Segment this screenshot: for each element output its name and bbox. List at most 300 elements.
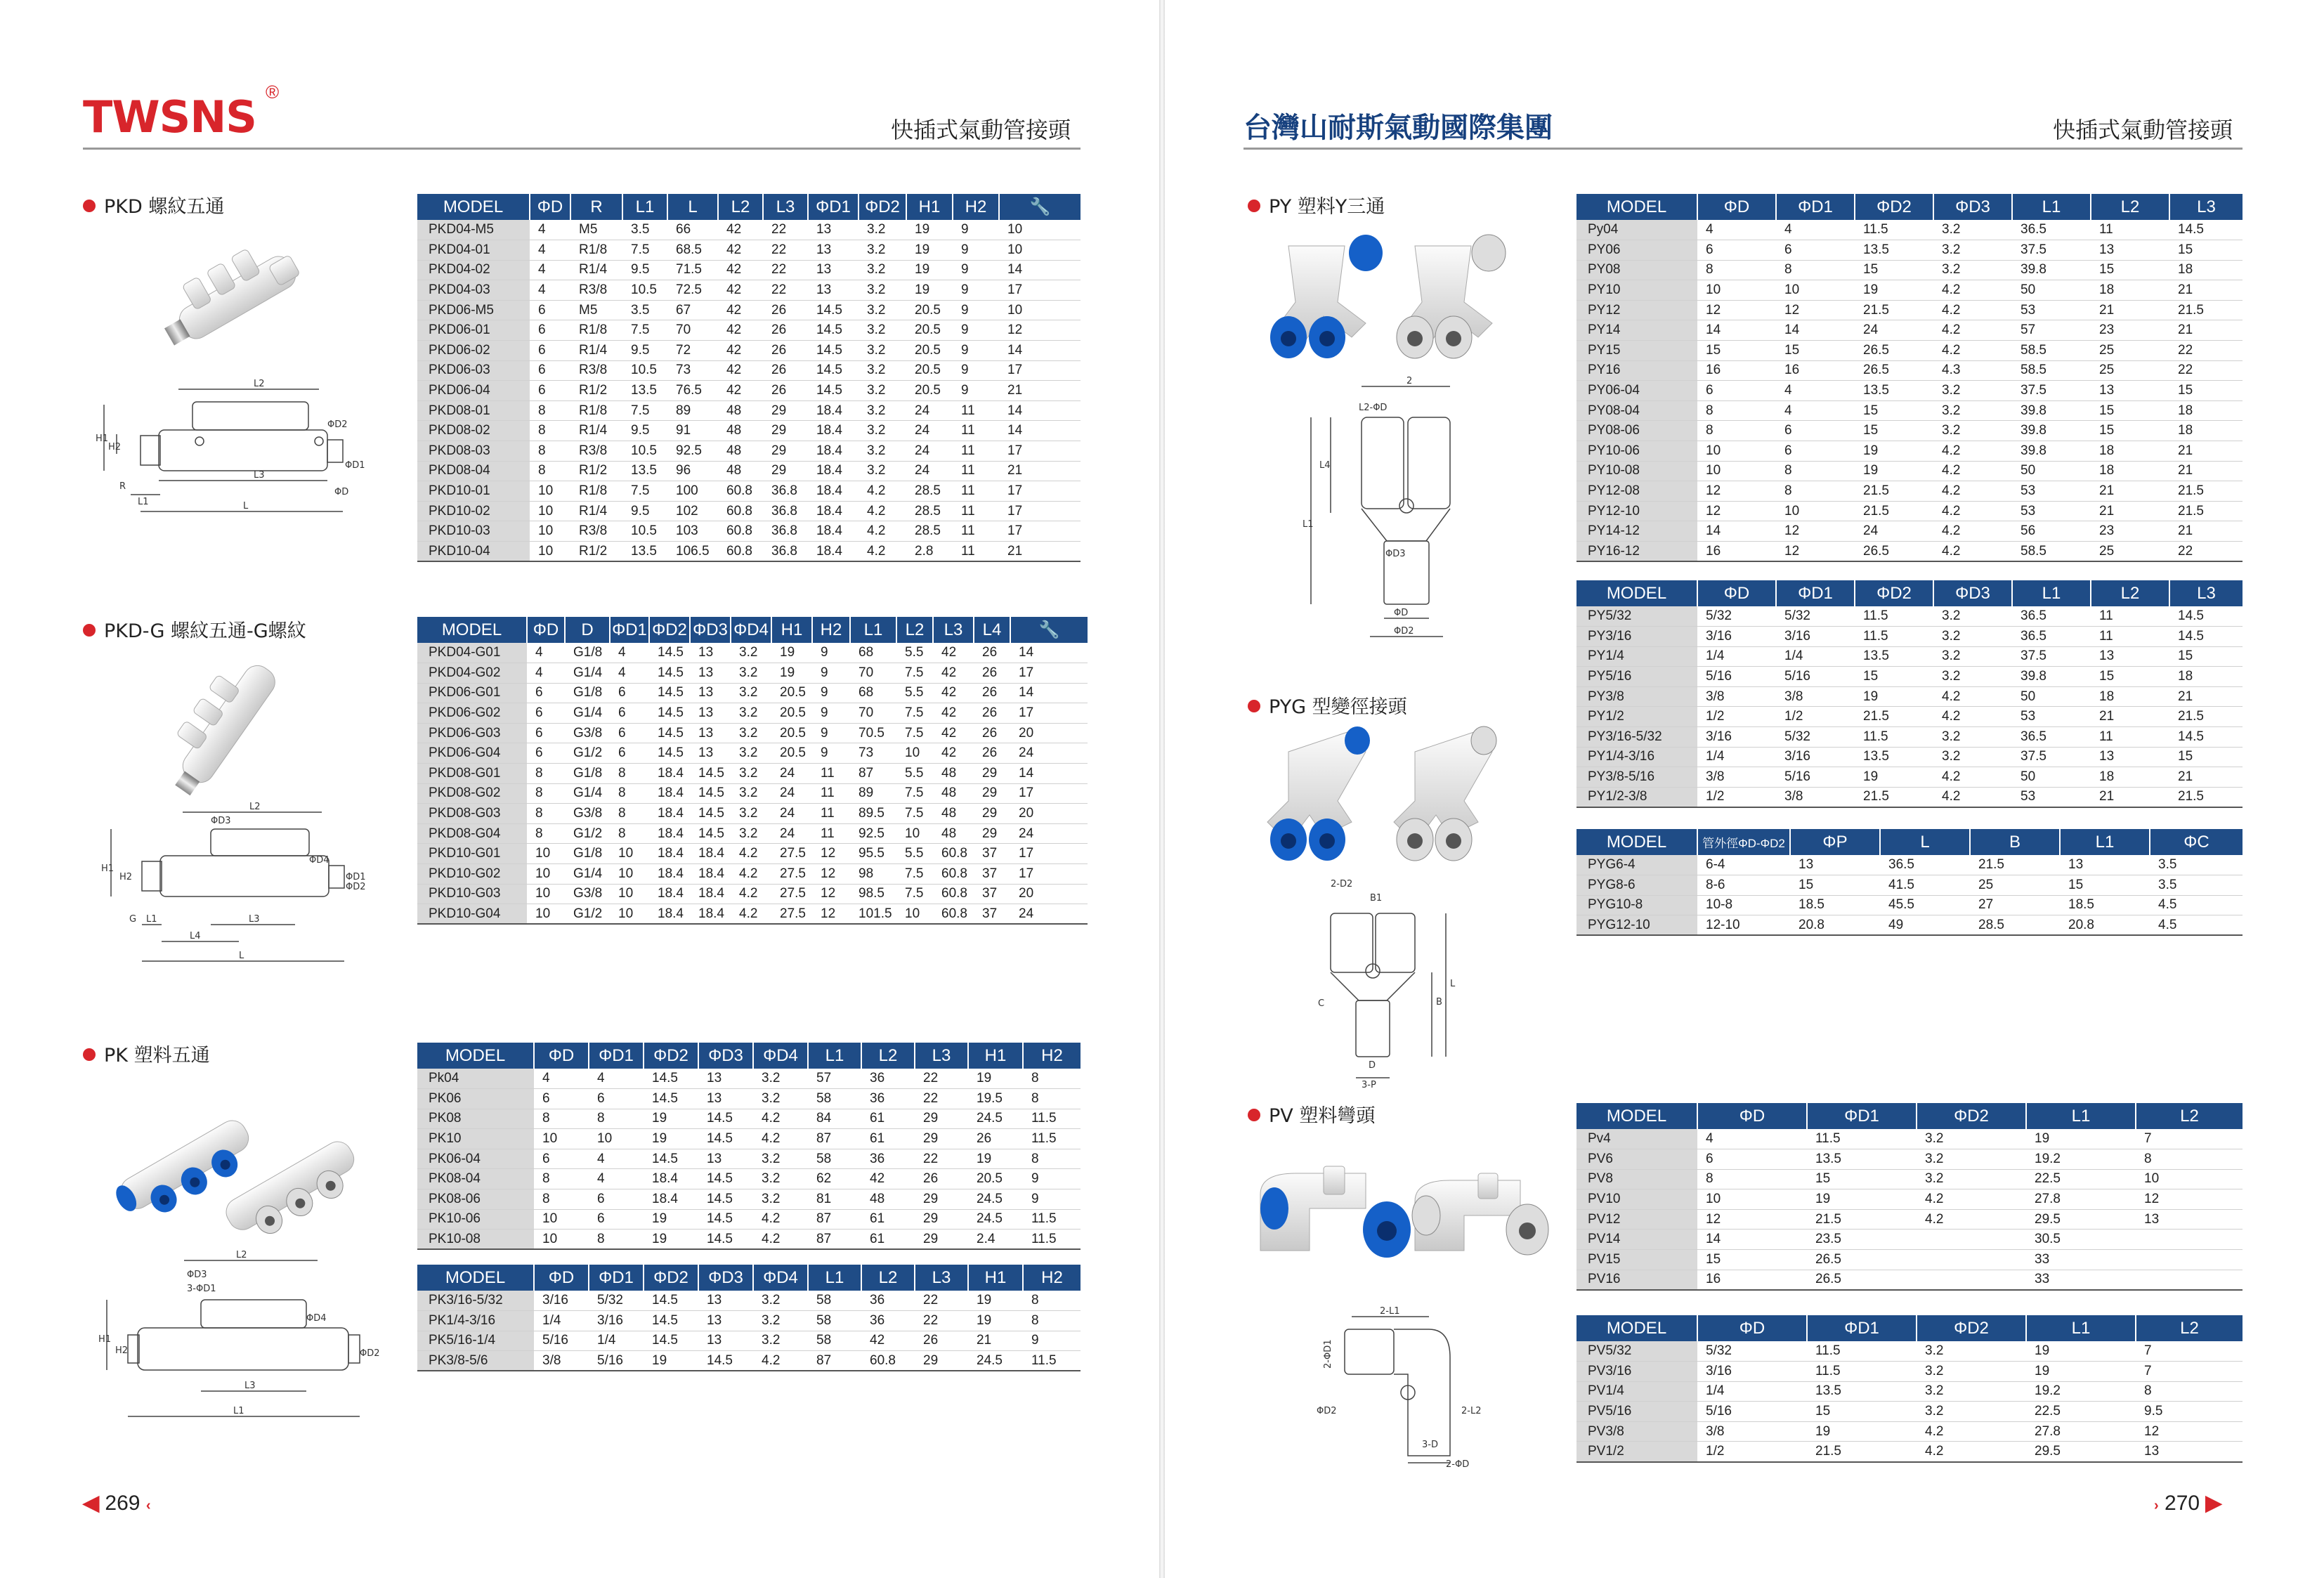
pkd-fitting-photo — [152, 225, 320, 365]
spec-table-py — [1576, 194, 2243, 562]
table-cell: 13 — [808, 220, 859, 240]
table-cell: 14 — [999, 260, 1081, 280]
table-row — [1576, 542, 2243, 562]
table-cell: 22 — [2169, 360, 2243, 381]
py-dimension-drawing — [1303, 372, 1471, 646]
table-cell: 9 — [1023, 1169, 1081, 1189]
table-row — [1576, 787, 2243, 807]
table-cell: 28.5 — [906, 521, 953, 542]
table-cell: 15 — [1776, 341, 1855, 361]
model-cell: PKD10-04 — [417, 542, 530, 562]
table-cell: 9 — [812, 723, 850, 743]
model-cell: PK08 — [417, 1109, 534, 1129]
table-cell: 5/16 — [1776, 667, 1855, 687]
table-cell: 3.2 — [731, 663, 771, 684]
table-cell: 42 — [933, 683, 974, 703]
table-cell: 19 — [1855, 767, 1933, 788]
table-cell: 5/16 — [534, 1331, 589, 1351]
model-cell: PV6 — [1576, 1149, 1697, 1170]
table-cell: 42 — [718, 320, 763, 341]
table-cell: 19 — [771, 663, 812, 684]
table-cell: R1/8 — [570, 400, 622, 421]
column-header: ΦP — [1790, 829, 1880, 855]
table-cell: 9 — [812, 743, 850, 764]
table-cell: R3/8 — [570, 360, 622, 381]
column-header: L3 — [915, 1265, 968, 1291]
table-cell: 26 — [974, 723, 1010, 743]
table-cell: 10 — [530, 521, 570, 542]
table-cell: 4.2 — [1933, 787, 2012, 807]
table-cell: 5/32 — [1697, 1341, 1807, 1362]
table-cell: 36 — [861, 1089, 915, 1109]
table-cell: 58 — [808, 1331, 861, 1351]
table-cell: 19 — [906, 240, 953, 261]
table-cell: 15 — [2169, 381, 2243, 401]
table-cell: 18.4 — [690, 844, 731, 864]
table-cell: 8 — [1023, 1291, 1081, 1311]
table-row — [417, 1230, 1081, 1250]
table-cell: 8-6 — [1697, 875, 1790, 896]
table-cell: 6 — [610, 703, 649, 724]
table-cell: 7.5 — [622, 481, 667, 502]
table-cell: 4.5 — [2150, 895, 2243, 915]
model-cell: PV14 — [1576, 1230, 1697, 1250]
table-cell: 19 — [771, 643, 812, 663]
table-cell: 11 — [812, 823, 850, 844]
table-cell: 10 — [896, 823, 933, 844]
table-cell: 17 — [999, 521, 1081, 542]
model-cell: PYG12-10 — [1576, 915, 1697, 936]
table-row — [417, 1109, 1081, 1129]
table-cell: 14.5 — [808, 320, 859, 341]
table-cell: 12 — [812, 844, 850, 864]
table-row — [417, 360, 1081, 381]
table-cell: 4.2 — [731, 844, 771, 864]
table-row — [417, 1129, 1081, 1149]
table-cell: 17 — [1010, 864, 1088, 885]
table-cell: 14 — [1697, 320, 1776, 341]
table-cell: 13.5 — [1855, 381, 1933, 401]
table-row — [417, 461, 1081, 481]
table-cell: 19 — [644, 1230, 698, 1250]
model-cell: PKD08-G01 — [417, 764, 527, 784]
table-cell: 28.5 — [1970, 915, 2060, 936]
table-cell: R3/8 — [570, 280, 622, 301]
table-cell: 4.2 — [859, 481, 906, 502]
header-rule-left — [83, 148, 1081, 150]
table-cell: 3.2 — [753, 1189, 808, 1210]
table-cell: 4 — [589, 1169, 644, 1189]
table-cell: 20 — [1010, 804, 1088, 824]
column-header: MODEL — [1576, 194, 1697, 220]
model-cell: PY1/4 — [1576, 646, 1697, 667]
model-cell: PY14-12 — [1576, 521, 1697, 542]
svg-text:3-ΦD1: 3-ΦD1 — [187, 1284, 216, 1294]
table-cell: 6 — [610, 683, 649, 703]
table-cell: 29 — [974, 764, 1010, 784]
table-cell: 8 — [530, 400, 570, 421]
table-cell: R1/4 — [570, 260, 622, 280]
table-cell: 24 — [906, 461, 953, 481]
table-row — [417, 823, 1088, 844]
table-cell: 14 — [1697, 1230, 1807, 1250]
spec-table-py-inch — [1576, 580, 2243, 808]
model-cell: PKD10-G04 — [417, 904, 527, 925]
table-cell: 6 — [1697, 240, 1776, 261]
table-cell: 1/2 — [1697, 787, 1776, 807]
table-cell: 18.4 — [690, 884, 731, 904]
model-cell: PY1/2-3/8 — [1576, 787, 1697, 807]
table-cell: 17 — [999, 501, 1081, 521]
table-row — [1576, 686, 2243, 707]
table-cell: 21 — [2091, 300, 2169, 320]
table-row — [417, 1291, 1081, 1311]
table-cell: 18.4 — [649, 783, 690, 804]
table-row — [417, 864, 1088, 885]
table-cell: 26.5 — [1855, 360, 1933, 381]
table-cell: G1/4 — [565, 864, 610, 885]
table-cell: 15 — [2169, 240, 2243, 261]
model-cell: PKD08-04 — [417, 461, 530, 481]
table-cell: 18.4 — [644, 1169, 698, 1189]
table-cell: 18.4 — [808, 542, 859, 562]
table-cell: 14.5 — [2169, 627, 2243, 647]
table-cell: 22 — [915, 1291, 968, 1311]
column-header: ΦD — [1697, 194, 1776, 220]
table-cell: 19 — [968, 1069, 1023, 1089]
column-header: ΦD — [534, 1265, 589, 1291]
table-cell: 4 — [534, 1069, 589, 1089]
table-cell: 8 — [610, 783, 649, 804]
table-cell: 3/8 — [534, 1351, 589, 1371]
table-cell: 21 — [999, 461, 1081, 481]
column-header: MODEL — [417, 194, 530, 220]
column-header: ΦD2 — [644, 1265, 698, 1291]
table-cell: 58 — [808, 1311, 861, 1331]
model-cell: PKD06-G03 — [417, 723, 527, 743]
table-cell: 9 — [953, 280, 999, 301]
table-cell: 14 — [1697, 521, 1776, 542]
table-cell: 2.4 — [968, 1230, 1023, 1250]
table-cell: G1/2 — [565, 904, 610, 925]
table-cell: R1/2 — [570, 461, 622, 481]
table-cell: 18.4 — [649, 864, 690, 885]
group-title: 台灣山耐斯氣動國際集團 — [1243, 112, 1553, 144]
table-cell: 18 — [2169, 421, 2243, 441]
table-cell: 3.2 — [1917, 1129, 2026, 1149]
table-cell: 1/4 — [589, 1331, 644, 1351]
table-cell: 3.2 — [1933, 646, 2012, 667]
table-cell: 68 — [850, 683, 896, 703]
table-cell: 19 — [644, 1351, 698, 1371]
table-cell: 6 — [589, 1089, 644, 1109]
table-cell: 18.4 — [808, 421, 859, 441]
table-cell: 29 — [763, 441, 808, 462]
svg-text:B: B — [1436, 997, 1442, 1008]
spec-table-pkd — [417, 194, 1081, 562]
table-cell: 2.8 — [906, 542, 953, 562]
table-cell: 4 — [530, 240, 570, 261]
table-cell: 10 — [527, 904, 565, 925]
table-cell: 3.2 — [859, 400, 906, 421]
table-cell: 48 — [933, 804, 974, 824]
table-cell: 3.2 — [731, 823, 771, 844]
column-header: ΦD1 — [610, 617, 649, 643]
table-cell: 27.5 — [771, 904, 812, 925]
page-arrow-small-icon: › — [2154, 1498, 2159, 1513]
table-cell: 3.2 — [859, 300, 906, 320]
section-title-py: PY 塑料Y三通 — [1248, 191, 1385, 219]
model-cell: PKD04-03 — [417, 280, 530, 301]
table-cell: 21 — [2169, 280, 2243, 301]
table-cell: 4.2 — [1933, 501, 2012, 521]
column-header: ΦD2 — [1855, 194, 1933, 220]
table-cell: 3.2 — [753, 1089, 808, 1109]
table-cell: 29 — [974, 823, 1010, 844]
table-cell: 12 — [1697, 300, 1776, 320]
column-header: H2 — [1023, 1265, 1081, 1291]
table-cell: R1/2 — [570, 542, 622, 562]
table-cell: 8 — [1023, 1069, 1081, 1089]
table-cell: 4.5 — [2150, 915, 2243, 936]
table-cell: 10 — [589, 1129, 644, 1149]
table-cell: 92.5 — [667, 441, 718, 462]
column-header: L2 — [896, 617, 933, 643]
table-cell: 17 — [1010, 663, 1088, 684]
column-header: ΦD2 — [1855, 580, 1933, 606]
table-cell: 21.5 — [2169, 707, 2243, 727]
table-cell: 21 — [999, 381, 1081, 401]
section-title-pv: PV 塑料彎頭 — [1248, 1100, 1375, 1128]
table-cell: 21.5 — [1807, 1442, 1917, 1462]
column-header: L1 — [2012, 194, 2091, 220]
table-cell: 3.2 — [731, 723, 771, 743]
table-cell: 4.2 — [1933, 441, 2012, 462]
table-cell: 3.2 — [1933, 627, 2012, 647]
table-cell: 18.4 — [690, 904, 731, 925]
table-cell: 29 — [915, 1109, 968, 1129]
table-cell: 4 — [527, 663, 565, 684]
table-cell: 19 — [1855, 280, 1933, 301]
table-cell: 6 — [527, 683, 565, 703]
table-cell: 4.2 — [1933, 767, 2012, 788]
table-cell: 9 — [953, 360, 999, 381]
table-cell: 19.2 — [2026, 1149, 2136, 1170]
table-cell: 5/16 — [1697, 1402, 1807, 1422]
table-row — [1576, 1189, 2243, 1210]
table-cell: 91 — [667, 421, 718, 441]
table-cell: 4 — [1776, 220, 1855, 240]
model-cell: PK5/16-1/4 — [417, 1331, 534, 1351]
table-cell: 8 — [2136, 1149, 2243, 1170]
table-cell: 21 — [999, 542, 1081, 562]
table-cell: 33 — [2026, 1250, 2136, 1270]
table-cell: 24 — [771, 804, 812, 824]
table-cell: 10 — [610, 904, 649, 925]
table-cell: 42 — [933, 743, 974, 764]
table-cell: 37 — [974, 884, 1010, 904]
table-cell: 8 — [1023, 1149, 1081, 1169]
table-cell: 19.5 — [968, 1089, 1023, 1109]
model-cell: PV15 — [1576, 1250, 1697, 1270]
table-row — [417, 1331, 1081, 1351]
table-row — [1576, 1362, 2243, 1382]
column-header: MODEL — [1576, 580, 1697, 606]
table-row — [1576, 320, 2243, 341]
table-cell: 23 — [2091, 521, 2169, 542]
table-cell: 21.5 — [1855, 481, 1933, 502]
table-cell: 3.2 — [1917, 1362, 2026, 1382]
model-cell: PKD08-G02 — [417, 783, 527, 804]
model-cell: PV1/4 — [1576, 1381, 1697, 1402]
table-cell: 14.5 — [649, 663, 690, 684]
table-cell: 11.5 — [1807, 1129, 1917, 1149]
model-cell: PK06-04 — [417, 1149, 534, 1169]
table-cell: 57 — [808, 1069, 861, 1089]
table-cell: 6 — [1697, 1149, 1807, 1170]
table-cell: 7.5 — [896, 864, 933, 885]
table-cell: 4 — [1776, 381, 1855, 401]
table-cell: 11.5 — [1023, 1109, 1081, 1129]
table-cell: 26 — [763, 381, 808, 401]
table-row — [417, 240, 1081, 261]
table-cell: 11.5 — [1855, 220, 1933, 240]
table-cell: 13.5 — [1855, 646, 1933, 667]
table-cell: 11 — [2091, 606, 2169, 627]
table-cell: 50 — [2012, 767, 2091, 788]
table-cell: 14.5 — [808, 381, 859, 401]
table-cell: 9 — [953, 260, 999, 280]
table-cell: 8 — [534, 1189, 589, 1210]
model-cell: PV3/8 — [1576, 1421, 1697, 1442]
table-cell: 11 — [953, 441, 999, 462]
table-cell: 10 — [527, 864, 565, 885]
model-cell: PKD10-01 — [417, 481, 530, 502]
table-cell: 7.5 — [896, 663, 933, 684]
table-cell: 60.8 — [933, 844, 974, 864]
table-cell: 21 — [2169, 441, 2243, 462]
column-header: L2 — [2136, 1315, 2243, 1341]
table-cell: 33 — [2026, 1270, 2136, 1290]
column-header: L2 — [861, 1043, 915, 1069]
table-cell: 3/8 — [1697, 686, 1776, 707]
table-row — [417, 844, 1088, 864]
column-header: ΦD1 — [1807, 1103, 1917, 1129]
table-cell: 3.2 — [859, 220, 906, 240]
table-cell: 29 — [974, 804, 1010, 824]
table-cell: 96 — [667, 461, 718, 481]
svg-text:L2: L2 — [236, 1250, 247, 1260]
column-header: L1 — [2012, 580, 2091, 606]
table-cell: 8 — [530, 461, 570, 481]
table-cell: 27.5 — [771, 864, 812, 885]
table-cell: 10 — [999, 220, 1081, 240]
table-cell: 9.5 — [622, 260, 667, 280]
table-cell: 10 — [527, 884, 565, 904]
table-cell: 48 — [933, 764, 974, 784]
table-cell: 13 — [698, 1331, 753, 1351]
table-cell: 13.5 — [622, 542, 667, 562]
table-cell: 4.2 — [859, 501, 906, 521]
table-cell: 14.5 — [690, 804, 731, 824]
svg-text:L1: L1 — [1303, 519, 1314, 530]
column-header: H1 — [968, 1043, 1023, 1069]
svg-text:ΦD2: ΦD2 — [1394, 626, 1414, 637]
table-cell: 11 — [953, 400, 999, 421]
table-cell: 4.2 — [1933, 280, 2012, 301]
model-cell: PK10 — [417, 1129, 534, 1149]
table-cell: M5 — [570, 300, 622, 320]
table-cell: 20.5 — [771, 723, 812, 743]
table-cell: 15 — [1855, 421, 1933, 441]
model-cell: PKD10-G02 — [417, 864, 527, 885]
table-cell: 3.2 — [731, 703, 771, 724]
table-cell: 8 — [589, 1109, 644, 1129]
svg-text:L2-ΦD: L2-ΦD — [1359, 403, 1388, 413]
table-cell: 21.5 — [2169, 787, 2243, 807]
table-cell: 10 — [1697, 441, 1776, 462]
table-row — [1576, 1230, 2243, 1250]
table-cell: 22 — [763, 220, 808, 240]
table-cell: 19 — [1855, 686, 1933, 707]
model-cell: PKD08-02 — [417, 421, 530, 441]
pkdg-dimension-drawing — [98, 801, 365, 970]
table-cell: 1/4 — [534, 1311, 589, 1331]
table-cell: 15 — [1697, 341, 1776, 361]
table-cell: 10 — [610, 844, 649, 864]
table-cell: 70 — [850, 663, 896, 684]
table-row — [417, 521, 1081, 542]
table-cell: 9 — [812, 683, 850, 703]
table-cell: 18.4 — [808, 400, 859, 421]
table-cell: 41.5 — [1880, 875, 1970, 896]
table-cell: 29 — [915, 1351, 968, 1371]
model-cell: PKD08-01 — [417, 400, 530, 421]
table-cell: 10 — [1697, 280, 1776, 301]
table-cell: 12 — [2136, 1189, 2243, 1210]
table-cell: 21.5 — [1855, 501, 1933, 521]
svg-text:2-ΦD1: 2-ΦD1 — [1323, 1339, 1333, 1369]
model-cell: PKD06-G01 — [417, 683, 527, 703]
table-cell: 5.5 — [896, 683, 933, 703]
table-cell: 58.5 — [2012, 360, 2091, 381]
table-cell: 10 — [610, 884, 649, 904]
table-cell: 11 — [953, 481, 999, 502]
table-cell: 13.5 — [1807, 1381, 1917, 1402]
table-cell: 29.5 — [2026, 1209, 2136, 1230]
model-cell: PY08-06 — [1576, 421, 1697, 441]
table-row — [417, 663, 1088, 684]
table-cell: 22 — [763, 260, 808, 280]
table-cell: 89.5 — [850, 804, 896, 824]
table-cell: 6 — [534, 1089, 589, 1109]
table-cell: R1/8 — [570, 481, 622, 502]
model-cell: PY3/16-5/32 — [1576, 727, 1697, 748]
table-cell: 37.5 — [2012, 646, 2091, 667]
table-cell: 27.8 — [2026, 1421, 2136, 1442]
table-cell: 14 — [999, 400, 1081, 421]
table-cell: 23.5 — [1807, 1230, 1917, 1250]
model-cell: PKD04-G02 — [417, 663, 527, 684]
table-cell: 12 — [1776, 300, 1855, 320]
table-cell: 11.5 — [1855, 627, 1933, 647]
column-header: L1 — [2026, 1103, 2136, 1129]
table-row — [1576, 1209, 2243, 1230]
table-cell: 11 — [812, 804, 850, 824]
model-cell: PV16 — [1576, 1270, 1697, 1290]
table-row — [1576, 667, 2243, 687]
registered-mark: ® — [266, 81, 280, 103]
